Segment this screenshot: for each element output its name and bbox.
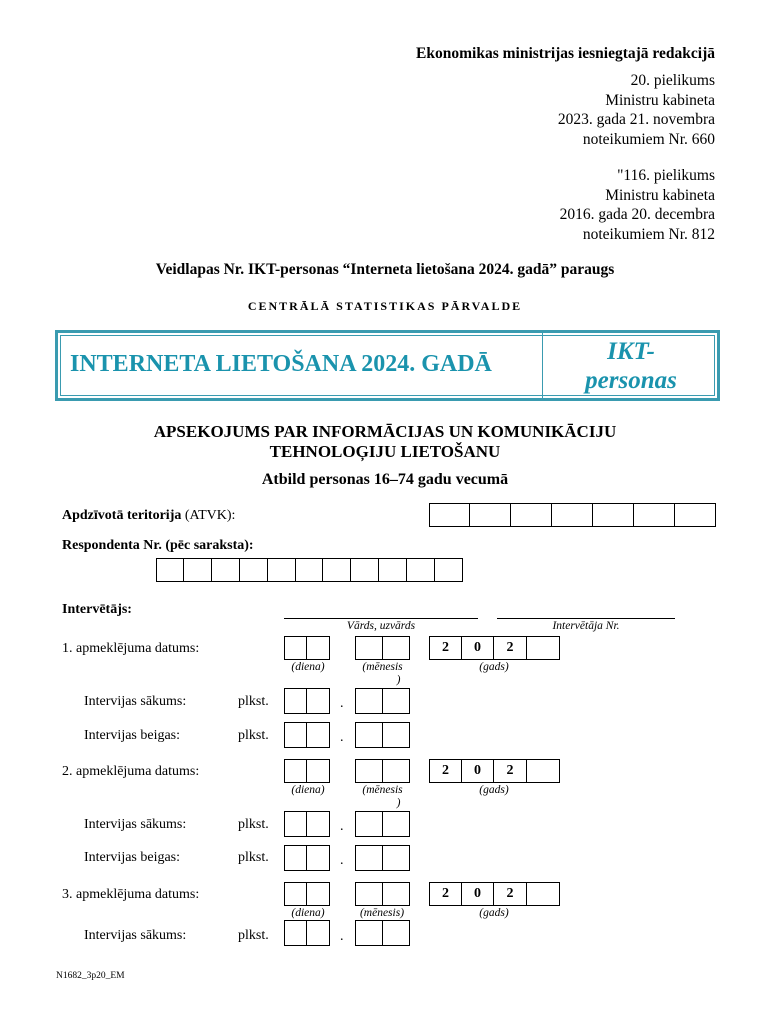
time-separator: . xyxy=(340,819,344,834)
annex-line: noteikumiem Nr. 812 xyxy=(582,225,715,243)
day-caption: (diena) xyxy=(291,907,325,919)
agency-name: CENTRĀLĀ STATISTIKAS PĀRVALDE xyxy=(247,299,523,313)
annex-line: 2023. gada 21. novembra xyxy=(557,111,715,128)
plkst-label: plkst. xyxy=(238,817,269,832)
time-separator: . xyxy=(340,853,344,868)
annex-line: noteikumiem Nr. 660 xyxy=(582,130,715,148)
day-caption: (diena) xyxy=(291,784,325,796)
visit-3-label: 3. apmeklējuma datums: xyxy=(62,887,200,902)
visit-2-end-minute-input[interactable] xyxy=(355,845,410,871)
visit-3-start-minute-input[interactable] xyxy=(355,920,410,946)
plkst-label: plkst. xyxy=(238,728,269,743)
annex-line: Ministru kabineta xyxy=(605,186,715,204)
visit-2-year-input[interactable]: 2 0 2 xyxy=(429,759,560,783)
annex-2016 xyxy=(560,166,715,244)
visit-1-end-hour-input[interactable] xyxy=(284,722,330,748)
plkst-label: plkst. xyxy=(238,928,269,943)
time-separator: . xyxy=(340,730,344,745)
visit-2-start-hour-input[interactable] xyxy=(284,811,330,837)
annex-line: 2016. gada 20. decembra xyxy=(559,206,715,223)
year-caption: (gads) xyxy=(479,661,509,673)
visit-3-start-hour-input[interactable] xyxy=(284,920,330,946)
month-caption: (mēnesis ) xyxy=(362,661,403,686)
time-separator: . xyxy=(340,696,344,711)
month-caption: (mēnesis ) xyxy=(362,784,403,809)
annex-line: 20. pielikums xyxy=(630,72,715,89)
plkst-label: plkst. xyxy=(238,850,269,865)
annex-line: Ministru kabineta xyxy=(605,91,715,109)
territory-code-input[interactable] xyxy=(429,503,716,527)
visit-3-month-input[interactable] xyxy=(355,882,410,906)
survey-banner xyxy=(55,330,720,401)
visit-3-year-input[interactable]: 2 0 2 xyxy=(429,882,560,906)
year-caption: (gads) xyxy=(479,784,509,796)
visit-1-year-input[interactable]: 2 0 2 xyxy=(429,636,560,660)
visit-2-label: 2. apmeklējuma datums: xyxy=(62,764,200,779)
visit-3-day-input[interactable] xyxy=(284,882,330,906)
edition-note: Ekonomikas ministrijas iesniegtajā redakcijā xyxy=(416,45,715,62)
interviewer-name-line[interactable] xyxy=(284,618,478,619)
respondent-label: Respondenta Nr. (pēc saraksta): xyxy=(62,538,254,553)
visit-1-start-minute-input[interactable] xyxy=(355,688,410,714)
visit-1-day-input[interactable] xyxy=(284,636,330,660)
form-title: Veidlapas Nr. IKT-personas “Interneta lietošana 2024. gadā” paraugs xyxy=(155,261,615,278)
respondent-number-input[interactable] xyxy=(156,558,463,582)
day-caption: (diena) xyxy=(291,661,325,673)
visit-1-label: 1. apmeklējuma datums: xyxy=(62,641,200,656)
banner-title: INTERNETA LIETOŠANA 2024. GADĀ xyxy=(70,351,492,377)
visit-1-end-label: Intervijas beigas: xyxy=(84,728,181,743)
territory-label: Apdzīvotā teritorija (ATVK): xyxy=(62,508,236,523)
interviewer-number-line[interactable] xyxy=(497,618,675,619)
survey-title: APSEKOJUMS PAR INFORMĀCIJAS UN KOMUNIKĀCIJU TEHNOLOĢIJU LIETOŠANU xyxy=(153,422,617,461)
month-caption: (mēnesis) xyxy=(359,907,405,919)
survey-subtitle: Atbild personas 16–74 gadu vecumā xyxy=(261,471,509,488)
interviewer-number-caption: Intervētāja Nr. xyxy=(552,620,620,632)
name-caption: Vārds, uzvārds xyxy=(346,620,416,632)
visit-2-start-label: Intervijas sākums: xyxy=(84,817,187,832)
interviewer-label: Intervētājs: xyxy=(62,602,132,617)
form-code: IKT- personas xyxy=(585,338,677,394)
plkst-label: plkst. xyxy=(238,694,269,709)
visit-2-month-input[interactable] xyxy=(355,759,410,783)
annex-2023 xyxy=(558,71,715,149)
annex-line: "116. pielikums xyxy=(617,167,715,184)
time-separator: . xyxy=(340,929,344,944)
visit-3-start-label: Intervijas sākums: xyxy=(84,928,187,943)
visit-2-start-minute-input[interactable] xyxy=(355,811,410,837)
visit-1-start-hour-input[interactable] xyxy=(284,688,330,714)
year-caption: (gads) xyxy=(479,907,509,919)
document-code: N1682_3p20_EM xyxy=(56,971,125,981)
visit-1-month-input[interactable] xyxy=(355,636,410,660)
visit-2-end-hour-input[interactable] xyxy=(284,845,330,871)
visit-2-day-input[interactable] xyxy=(284,759,330,783)
visit-2-end-label: Intervijas beigas: xyxy=(84,850,181,865)
visit-1-start-label: Intervijas sākums: xyxy=(84,694,187,709)
visit-1-end-minute-input[interactable] xyxy=(355,722,410,748)
